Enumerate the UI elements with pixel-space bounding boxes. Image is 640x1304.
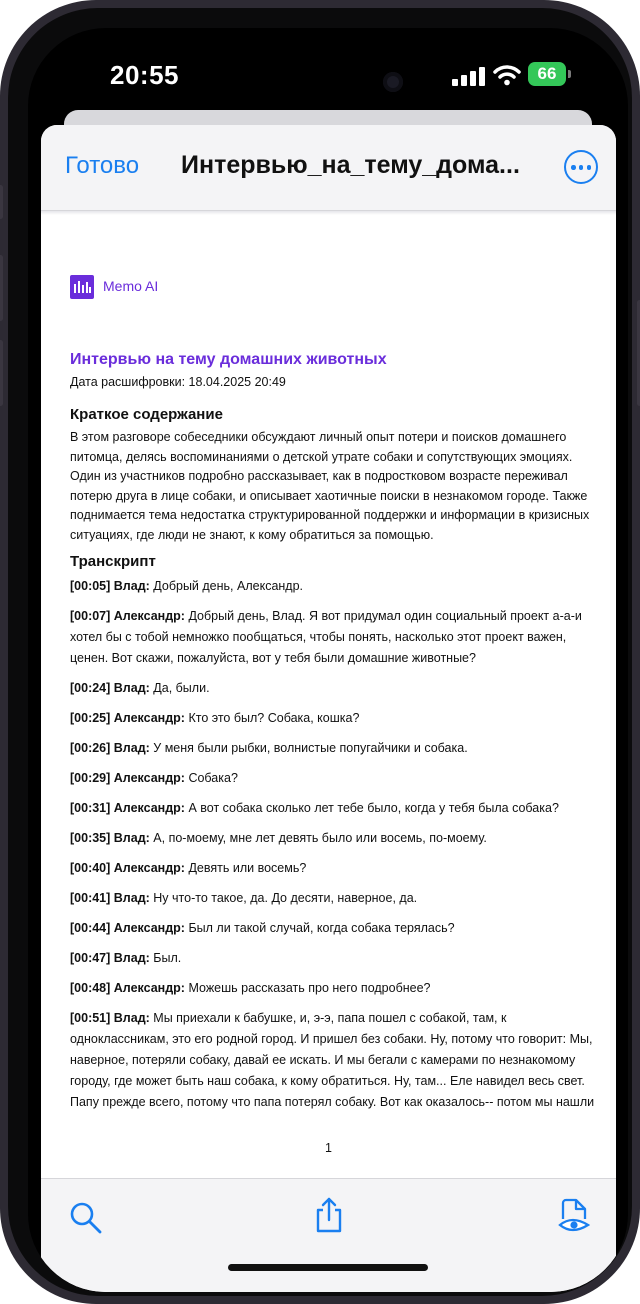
speaker-label: [00:47] Влад:: [70, 951, 150, 965]
transcript-line: [70, 738, 595, 759]
transcript-line: [70, 798, 595, 819]
utterance-text: Можешь рассказать про него подробнее?: [188, 981, 431, 995]
done-button[interactable]: Готово: [65, 152, 140, 179]
utterance-text: наверное, потеряли собаку, давай ее искать. И мы бегали с камерами по незнакомому: [70, 1053, 576, 1067]
transcript-list: [70, 576, 595, 1122]
home-indicator[interactable]: [228, 1264, 428, 1271]
utterance-text: Кто это был? Собака, кошка?: [188, 711, 360, 725]
transcript-line: [70, 828, 595, 849]
summary-line: питомца, делясь воспоминаниями о детской утрате собаки и сопутствующих эмоциях.: [70, 449, 573, 464]
utterance-text: Был ли такой случай, когда собака терялась?: [188, 921, 455, 935]
speaker-label: [00:05] Влад:: [70, 579, 150, 593]
summary-line: В этом разговоре собеседники обсуждают личный опыт потери и поисков домашнего: [70, 430, 567, 444]
mute-switch: [0, 185, 3, 219]
transcript-line: [70, 606, 595, 627]
transcript-entry: [70, 606, 595, 669]
transcript-entry: [70, 768, 595, 789]
transcript-entry: [70, 948, 595, 969]
battery-charging-icon: [528, 62, 566, 86]
transcript-line: [70, 1008, 595, 1029]
screen: [28, 28, 628, 1292]
summary-line: ситуациях, где люди не знают, к кому обратиться за помощью.: [70, 527, 434, 542]
utterance-text: Мы приехали к бабушке, и, э-э, папа пошел с собакой, там, к: [153, 1011, 507, 1025]
document-title: Интервью_на_тему_дома...: [181, 151, 520, 179]
transcript-line: [70, 1092, 595, 1113]
transcript-entry: [70, 828, 595, 849]
speaker-label: [00:40] Александр:: [70, 861, 185, 875]
transcript-entry: [70, 918, 595, 939]
search-icon[interactable]: [69, 1201, 103, 1235]
speaker-label: [00:25] Александр:: [70, 711, 185, 725]
transcript-entry: [70, 708, 595, 729]
transcription-date: Дата расшифровки: 18.04.2025 20:49: [70, 375, 286, 389]
summary-heading: Краткое содержание: [70, 406, 223, 423]
speaker-label: [00:24] Влад:: [70, 681, 150, 695]
transcript-line: [70, 1029, 595, 1050]
speaker-label: [00:31] Александр:: [70, 801, 185, 815]
summary-line: Один из участников подробно рассказывает, как в подростковом возрасте переживал: [70, 469, 568, 483]
summary-line: потерю друга в лице собаки, и описывает хаотичные поиски в незнакомом городе. Также: [70, 488, 588, 503]
page-number: 1: [325, 1141, 332, 1155]
transcript-entry: [70, 798, 595, 819]
transcript-entry: [70, 1008, 595, 1113]
navigation-bar: [41, 125, 616, 211]
transcript-entry: [70, 978, 595, 999]
transcript-line: [70, 627, 595, 648]
document-sheet: [41, 125, 616, 1292]
transcript-entry: [70, 678, 595, 699]
volume-down-button: [0, 340, 3, 406]
speaker-label: [00:07] Александр:: [70, 609, 185, 623]
transcript-heading: Транскрипт: [70, 553, 156, 570]
brand-name: Memo AI: [103, 278, 159, 294]
transcript-entry: [70, 888, 595, 909]
utterance-text: Добрый день, Александр.: [153, 579, 304, 593]
transcript-line: [70, 948, 595, 969]
volume-up-button: [0, 255, 3, 321]
document-view-icon[interactable]: [557, 1197, 591, 1235]
summary-line: поднимается тема недостатка структурированной поддержки и информации в кризисных: [70, 508, 590, 522]
phone-bezel: [8, 8, 632, 1296]
utterance-text: Собака?: [188, 771, 238, 785]
transcript-line: [70, 1050, 595, 1071]
transcript-line: [70, 978, 595, 999]
utterance-text: Ну что-то такое, да. До десяти, наверное, да.: [153, 891, 418, 905]
transcript-line: [70, 576, 595, 597]
speaker-label: [00:41] Влад:: [70, 891, 150, 905]
transcript-line: [70, 918, 595, 939]
utterance-text: хотел бы с тобой немножко пообщаться, чтобы понять, насколько этот проект важен,: [70, 630, 567, 644]
navbar-shadow: [41, 211, 616, 215]
doc-heading: Интервью на тему домашних животных: [70, 351, 387, 368]
utterance-text: У меня были рыбки, волнистые попугайчики и собака.: [153, 741, 468, 755]
transcript-line: [70, 678, 595, 699]
signal-icon: [452, 66, 486, 86]
summary-text: [70, 428, 592, 545]
status-time: 20:55: [110, 60, 179, 90]
speaker-label: [00:35] Влад:: [70, 831, 150, 845]
speaker-label: [00:29] Александр:: [70, 771, 185, 785]
front-camera: [383, 72, 403, 92]
transcript-line: [70, 858, 595, 879]
utterance-text: А вот собака сколько лет тебе было, когда у тебя была собака?: [188, 801, 559, 815]
utterance-text: Девять или восемь?: [188, 861, 307, 875]
memo-ai-logo-icon: [70, 275, 94, 299]
status-bar: [28, 28, 628, 118]
utterance-text: Да, были.: [153, 681, 210, 695]
utterance-text: А, по-моему, мне лет девять было или восемь, по-моему.: [153, 831, 487, 845]
transcript-line: [70, 1071, 595, 1092]
transcript-line: [70, 648, 595, 669]
transcript-entry: [70, 858, 595, 879]
utterance-text: Папу прежде всего, потому что папа потерял собаку. Вот как оказалось-- потом мы нашли: [70, 1095, 595, 1109]
speaker-label: [00:44] Александр:: [70, 921, 185, 935]
share-icon[interactable]: [314, 1196, 344, 1234]
more-circle-icon[interactable]: [564, 150, 598, 184]
wifi-icon: [493, 64, 521, 86]
speaker-label: [00:26] Влад:: [70, 741, 150, 755]
transcript-line: [70, 708, 595, 729]
battery-level: 66: [537, 64, 557, 83]
speaker-label: [00:51] Влад:: [70, 1011, 150, 1025]
utterance-text: одноклассникам, это его родной город. И пришел без собаки. Ну, потому что говорит: Мы,: [70, 1032, 593, 1046]
transcript-entry: [70, 738, 595, 759]
bottom-toolbar: [41, 1178, 616, 1292]
speaker-label: [00:48] Александр:: [70, 981, 185, 995]
utterance-text: Был.: [153, 951, 182, 965]
transcript-line: [70, 768, 595, 789]
utterance-text: ценен. Вот скажи, пожалуйста, вот у тебя были домашние животные?: [70, 651, 476, 665]
battery-tip: [568, 70, 571, 78]
utterance-text: Добрый день, Влад. Я вот придумал один социальный проект а-а-и: [188, 609, 582, 623]
utterance-text: городу, где может быть наш собака, к кому обратиться. Ну, там... Еле навидел весь свет.: [70, 1074, 585, 1088]
transcript-entry: [70, 576, 595, 597]
transcript-line: [70, 888, 595, 909]
